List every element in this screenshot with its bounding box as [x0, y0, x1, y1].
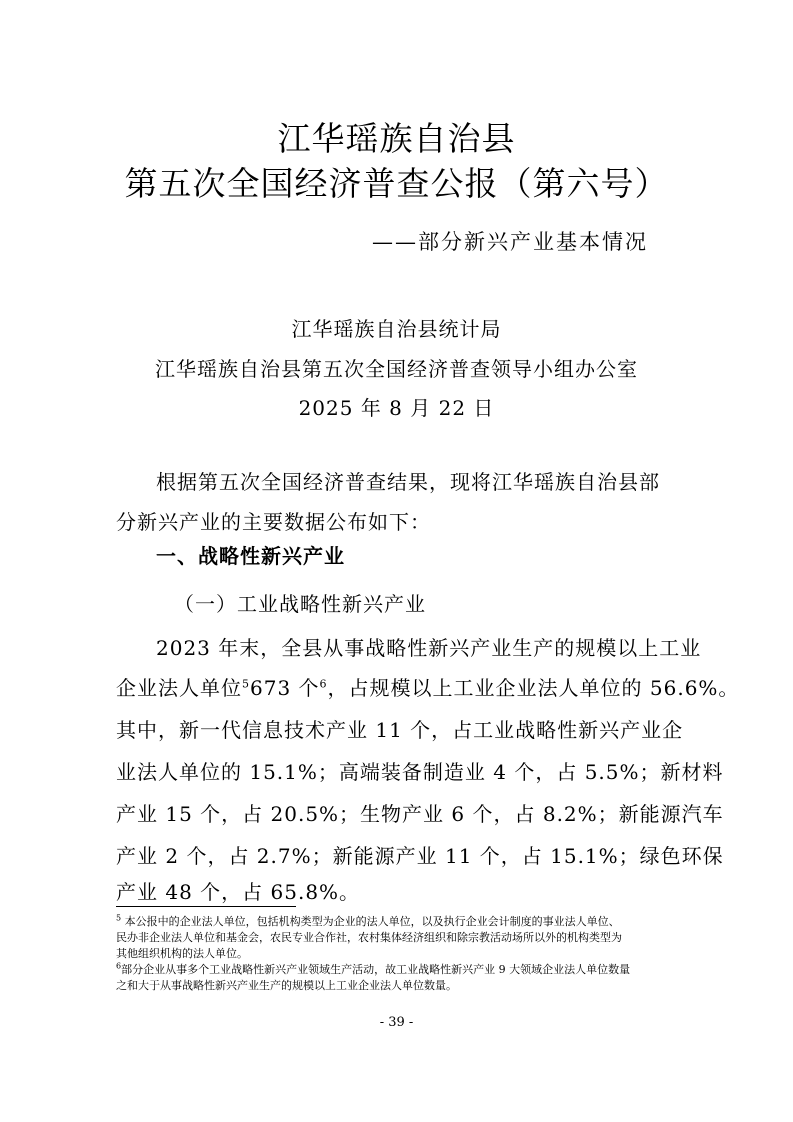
paragraph-line-1: 2023 年末，全县从事战略性新兴产业生产的规模以上工业	[156, 636, 702, 660]
report-title-line2: 第五次全国经济普查公报（第六号）	[124, 164, 669, 203]
subsection-heading-industrial: （一）工业战略性新兴产业	[174, 592, 426, 616]
paragraph-line-7: 产业 48 个，占 65.8%。	[116, 880, 361, 904]
paragraph-line-5: 产业 15 个，占 20.5%；生物产业 6 个，占 8.2%；新能源汽车	[116, 802, 724, 826]
footnote-5-mark: 5	[116, 913, 122, 923]
issuer-census-office: 江华瑶族自治县第五次全国经济普查领导小组办公室	[155, 357, 638, 381]
footnote-6-line-2: 之和大于从事战略性新兴产业生产的规模以上工业企业法人单位数量。	[116, 979, 457, 992]
report-subtitle: ——部分新兴产业基本情况	[372, 230, 648, 254]
paragraph-line-2	[116, 668, 740, 708]
footnote-separator	[116, 906, 296, 907]
intro-line-1: 根据第五次全国经济普查结果，现将江华瑶族自治县部	[156, 470, 660, 494]
paragraph-line-2-part-b: 673 个	[250, 676, 320, 700]
paragraph-line-2-part-a: 企业法人单位	[116, 676, 242, 700]
paragraph-line-3: 其中，新一代信息技术产业 11 个，占工业战略性新兴产业企	[116, 718, 684, 742]
page-number: - 39 -	[379, 1015, 414, 1030]
footnote-6-text: 部分企业从事多个工业战略性新兴产业领域生产活动，故工业战略性新兴产业 9 大领域企业法人单位数量	[121, 963, 631, 976]
footnote-6-mark: 6	[116, 961, 122, 971]
footnote-ref-5[interactable]: 5	[242, 677, 250, 691]
issue-date: 2025 年 8 月 22 日	[298, 396, 495, 420]
paragraph-line-2-part-c: ，占规模以上工业企业法人单位的 56.6%。	[327, 676, 740, 700]
footnote-5-line-2: 民办非企业法人单位和基金会，农民专业合作社，农村集体经济组织和除宗教活动场所以外的机构类型为	[116, 931, 622, 944]
report-title-line1: 江华瑶族自治县	[277, 119, 516, 158]
paragraph-line-6: 产业 2 个，占 2.7%；新能源产业 11 个，占 15.1%；绿色环保	[116, 844, 724, 868]
footnote-6-line-1	[116, 962, 686, 977]
issuer-statistics-bureau: 江华瑶族自治县统计局	[291, 317, 502, 341]
intro-line-2: 分新兴产业的主要数据公布如下：	[116, 510, 431, 534]
section-heading-strategic-emerging-industries: 一、战略性新兴产业	[156, 544, 345, 568]
footnote-5-text: 本公报中的企业法人单位，包括机构类型为企业的法人单位，以及执行企业会计制度的事业法人单位、	[124, 915, 620, 928]
paragraph-line-4: 业法人单位的 15.1%；高端装备制造业 4 个，占 5.5%；新材料	[116, 760, 724, 784]
footnote-ref-6[interactable]: 6	[319, 677, 328, 691]
footnote-5-line-1	[116, 914, 686, 929]
footnote-5-line-3: 其他组织机构的法人单位。	[116, 947, 248, 960]
